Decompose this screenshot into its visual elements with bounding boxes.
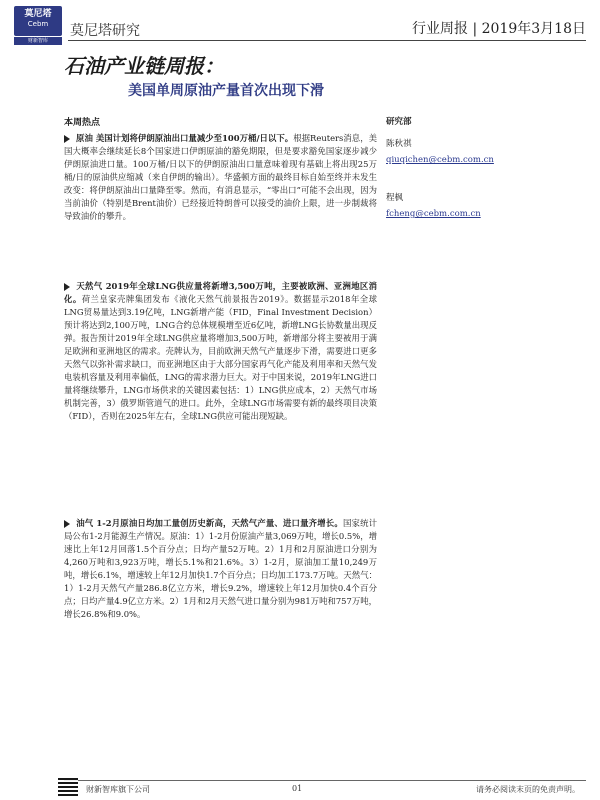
analyst-name: 陈秋祺 bbox=[386, 139, 412, 149]
logo-subtext: 财新智库 bbox=[14, 37, 62, 45]
news-paragraph-gas bbox=[64, 280, 377, 423]
page-number: 01 bbox=[292, 784, 303, 793]
footer-divider bbox=[64, 780, 586, 781]
qr-code-icon bbox=[58, 776, 78, 796]
analyst-email-link[interactable]: fcheng@cebm.com.cn bbox=[386, 209, 481, 219]
news-paragraph-oilgas bbox=[64, 517, 377, 621]
research-sidebar bbox=[386, 115, 536, 245]
paragraph-body: 国家统计局公布1-2月能源生产情况。原油：1）1-2月份原油产量3,069万吨，增长0.5%，增速比上年12月回落1.5个百分点；日均产量52万吨。2）1月和2月原油进口分别为4,260万吨和3,923万吨，增长5.1%和21.6%。3）1-2月，原油加工量10,249万吨，增长6.1%，增速较上年12月加快1.7个百分点；日均加工173.7万吨。天然气：1）1-2月天然气产量286.8亿立方米，增长9.2%，增速较上年12月加快0.4个百分点；日均产量4.9亿立方米。2）1月和2月天然气进口量分别为981万吨和757万吨，增长26.8%和9.0%。 bbox=[64, 518, 378, 619]
bullet-triangle-icon bbox=[64, 135, 70, 143]
paragraph-body: 根据Reuters消息，美国大概率会继续延长8个国家进口伊朗原油的豁免期限，但是要求豁免国家逐步减少伊朗原油进口量。100万桶/日以下的伊朗原油出口量意味着现有基础上将出现25万桶/日的原油供应缩减（来自伊朗的输出）。华盛顿方面的最终目标自始至终并未发生改变：将伊朗原油出口量降至零。然而，有消息显示，“零出口”可能不会出现，因为当前油价（特别是Brent油价）已经接近特朗普可以接受的油价上限，进一步制裁将导致油价的攀升。 bbox=[64, 133, 377, 221]
cebm-logo bbox=[14, 6, 62, 36]
bullet-triangle-icon bbox=[64, 283, 70, 291]
logo-text-en: Cebm bbox=[27, 20, 49, 28]
page-subtitle: 美国单周原油产量首次出现下滑 bbox=[128, 83, 324, 99]
analyst-name: 程枫 bbox=[386, 193, 404, 203]
logo-text-main: 莫尼塔 bbox=[24, 9, 52, 19]
bullet-triangle-icon bbox=[64, 520, 70, 528]
research-dept-label: 研究部 bbox=[386, 117, 412, 127]
paragraph-lead: 天然气 2019年全球LNG供应量将新增3,500万吨，主要被欧洲、亚洲地区消化。 bbox=[64, 281, 377, 304]
header-divider bbox=[68, 40, 586, 41]
section-label: 本周热点 bbox=[64, 118, 101, 128]
paragraph-body: 荷兰皇家壳牌集团发布《液化天然气前景报告2019》。数据显示2018年全球LNG贸易量达到3.19亿吨，LNG新增产能（FID，Final Investment Decision）预计将达到2,100万吨，LNG合约总体规模增至近6亿吨，新增LNG长协数量出现反弹。报告预计2019年全球LNG供应量将增加3,500万吨，新增部分将主要被用于满足欧洲和亚洲地区的需求。壳牌认为，目前欧洲天然气产量逐步下滑，需要进口更多天然气以弥补需求缺口，而亚洲地区由于大部分国家再气化产能及利用率和天然气发电装机容量及利用率偏低，LNG的需求潜力巨大。对于中国来说，2019年LNG进口量将继续攀升，LNG市场供求的关键因素包括：1）LNG供应成本，2）天然气市场机制完善，3）俄罗斯管道气的进口。此外，全球LNG市场需要有新的最终项目决策（FID），否则在2025年左右，全球LNG供应可能出现短缺。 bbox=[64, 294, 377, 421]
footer-company: 财新智库旗下公司 bbox=[86, 785, 150, 794]
footer-disclaimer: 请务必阅读末页的免责声明。 bbox=[476, 785, 580, 794]
analyst-email-link[interactable]: qiuqichen@cebm.com.cn bbox=[386, 155, 494, 165]
page-title: 石油产业链周报： bbox=[64, 54, 224, 78]
brand-name: 莫尼塔研究 bbox=[70, 23, 140, 39]
paragraph-lead: 原油 美国计划将伊朗原油出口量减少至100万桶/日以下。 bbox=[76, 133, 294, 143]
news-paragraph-oil bbox=[64, 132, 377, 223]
paragraph-lead: 油气 1-2月原油日均加工量创历史新高，天然气产量、进口量齐增长。 bbox=[76, 518, 343, 528]
report-type-date: 行业周报 | 2019年3月18日 bbox=[412, 21, 586, 37]
